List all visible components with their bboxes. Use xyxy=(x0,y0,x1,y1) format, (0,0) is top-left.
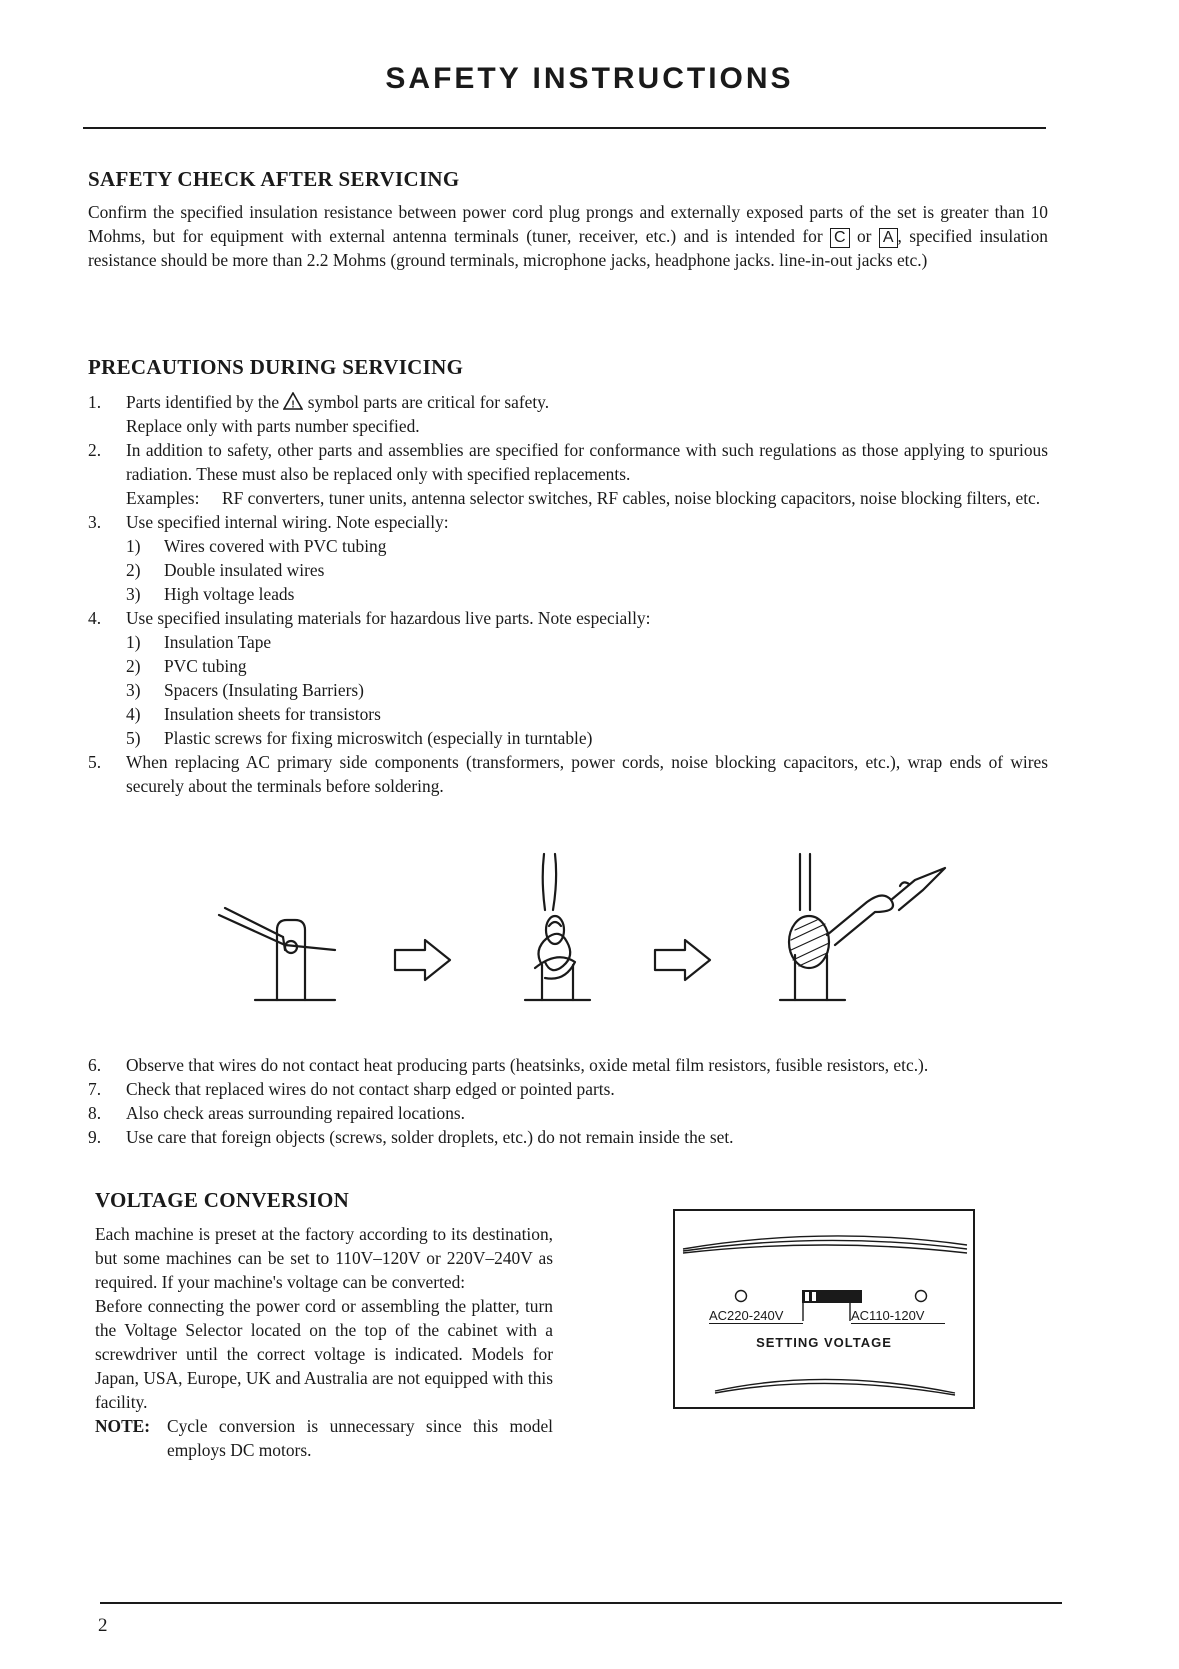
voltage-selector-diagram xyxy=(673,1209,975,1409)
sub-item-number: 1) xyxy=(126,536,141,556)
class-c-box: C xyxy=(830,228,850,248)
item5-text: When replacing AC primary side components (transformers, power cords, noise blocking capacitors, etc.), wrap ends of wires securely about the terminals before soldering. xyxy=(126,752,1048,796)
list-item xyxy=(88,510,1048,606)
item-text: Observe that wires do not contact heat producing parts (heatsinks, oxide metal film resistors, fusible resistors, etc.). xyxy=(126,1055,929,1075)
sub-item-text: Insulation Tape xyxy=(164,632,272,652)
sub-item-text: Plastic screws for fixing microswitch (especially in turntable) xyxy=(164,728,593,748)
arrow-right-icon xyxy=(655,940,710,980)
item-number: 1. xyxy=(88,392,102,412)
item-number: 9. xyxy=(88,1127,102,1147)
item-text: Also check areas surrounding repaired locations. xyxy=(126,1103,465,1123)
step3-soldered-drawing xyxy=(780,854,945,1000)
safety-check-text-a: Confirm the specified insulation resistance between power cord plug prongs and externally exposed parts of the set is greater than 10 Mohms, but for equipment with external antenna terminals (tuner, receiver, etc.) and is intended for xyxy=(88,202,1048,246)
item-number: 5. xyxy=(88,752,102,772)
sub-item-number: 3) xyxy=(126,584,141,604)
sub-item xyxy=(126,726,1048,750)
list-item xyxy=(88,1125,1098,1149)
item4-text: Use specified insulating materials for hazardous live parts. Note especially: xyxy=(126,608,651,628)
precautions-list-bottom xyxy=(88,1053,1098,1149)
safety-check-text-b: , specified insulation resistance should be more than 2.2 Mohms (ground terminals, microphone jacks, headphone jacks. line-in-out jacks etc.) xyxy=(88,226,1048,270)
voltage-paragraph-1: Each machine is preset at the factory according to its destination, but some machines can be set to 110V–120V or 220V–240V as required. If your machine's voltage can be converted: xyxy=(95,1224,553,1292)
examples-label: Examples: xyxy=(126,488,200,508)
list-item xyxy=(88,1077,1098,1101)
sub-item-number: 3) xyxy=(126,680,141,700)
warning-triangle-icon xyxy=(283,392,303,410)
safety-check-text xyxy=(88,200,1048,272)
arrow-right-icon xyxy=(395,940,450,980)
sub-item-number: 1) xyxy=(126,632,141,652)
sub-item-number: 4) xyxy=(126,704,141,724)
sub-item-number: 2) xyxy=(126,560,141,580)
voltage-paragraph-2: Before connecting the power cord or assembling the platter, turn the Voltage Selector located on the top of the cabinet with a screwdriver until the correct voltage is indicated. Models for Japan, USA, Europe, UK and Australia are not equipped with this facility. xyxy=(95,1296,553,1412)
list-item xyxy=(88,606,1048,750)
label-ac220-240v: AC220-240V xyxy=(709,1308,803,1324)
sub-item xyxy=(126,702,1048,726)
sub-item xyxy=(126,582,1048,606)
sub-item-text: High voltage leads xyxy=(164,584,295,604)
precautions-heading: PRECAUTIONS DURING SERVICING xyxy=(88,355,464,379)
item-number: 6. xyxy=(88,1055,102,1075)
wire-wrapping-illustration xyxy=(215,850,975,1010)
soldering-iron-icon xyxy=(827,895,893,945)
precautions-list-top xyxy=(88,390,1048,798)
step2-terminal-drawing xyxy=(525,854,590,1000)
list-item xyxy=(88,390,1048,438)
sub-item-text: Spacers (Insulating Barriers) xyxy=(164,680,364,700)
page-title: SAFETY INSTRUCTIONS xyxy=(385,62,794,95)
item1-line2: Replace only with parts number specified. xyxy=(126,416,420,436)
list-item xyxy=(88,750,1048,798)
screw-hole-icon xyxy=(916,1291,927,1302)
list-item xyxy=(88,438,1048,510)
voltage-heading: VOLTAGE CONVERSION xyxy=(95,1188,350,1212)
item-text: Use care that foreign objects (screws, solder droplets, etc.) do not remain inside the set. xyxy=(126,1127,734,1147)
examples-text: RF converters, tuner units, antenna selector switches, RF cables, noise blocking capacitors, noise blocking filters, etc. xyxy=(222,488,1041,508)
class-a-box: A xyxy=(879,228,898,248)
sub-item xyxy=(126,654,1048,678)
page-number: 2 xyxy=(98,1615,108,1636)
list-item xyxy=(88,1101,1098,1125)
voltage-switch-icon xyxy=(802,1290,862,1303)
voltage-text xyxy=(95,1222,553,1462)
note-text: Cycle conversion is unnecessary since this model employs DC motors. xyxy=(167,1416,553,1460)
item-number: 8. xyxy=(88,1103,102,1123)
sub-item-text: Double insulated wires xyxy=(164,560,325,580)
note-block xyxy=(95,1414,553,1462)
item-number: 7. xyxy=(88,1079,102,1099)
item2-text: In addition to safety, other parts and assemblies are specified for conformance with such regulations as those applying to spurious radiation. These must also be replaced only with specified replacements. xyxy=(126,440,1048,484)
sub-item xyxy=(126,630,1048,654)
item1-text-a: Parts identified by the xyxy=(126,392,284,412)
sub-item-text: PVC tubing xyxy=(164,656,247,676)
item1-text-b: symbol parts are critical for safety. xyxy=(303,392,550,412)
examples-block xyxy=(126,486,1048,510)
safety-check-or: or xyxy=(849,226,879,246)
sub-item-number: 5) xyxy=(126,728,141,748)
sub-item-number: 2) xyxy=(126,656,141,676)
svg-text:!: ! xyxy=(291,399,296,410)
setting-voltage-caption: SETTING VOLTAGE xyxy=(756,1335,892,1350)
sub-item-text: Insulation sheets for transistors xyxy=(164,704,381,724)
note-label: NOTE: xyxy=(95,1416,151,1436)
title-rule xyxy=(83,127,1046,129)
item-number: 4. xyxy=(88,608,102,628)
list-item xyxy=(88,1053,1098,1077)
item-number: 2. xyxy=(88,440,102,460)
sub-item xyxy=(126,678,1048,702)
screw-hole-icon xyxy=(736,1291,747,1302)
item-text: Check that replaced wires do not contact sharp edged or pointed parts. xyxy=(126,1079,615,1099)
sub-item xyxy=(126,558,1048,582)
item3-text: Use specified internal wiring. Note especially: xyxy=(126,512,449,532)
safety-check-heading: SAFETY CHECK AFTER SERVICING xyxy=(88,167,460,191)
sub-item-text: Wires covered with PVC tubing xyxy=(164,536,387,556)
step1-terminal-drawing xyxy=(219,908,335,1000)
item-number: 3. xyxy=(88,512,102,532)
footer-rule xyxy=(100,1602,1062,1604)
sub-item xyxy=(126,534,1048,558)
label-ac110-120v: AC110-120V xyxy=(851,1308,945,1324)
